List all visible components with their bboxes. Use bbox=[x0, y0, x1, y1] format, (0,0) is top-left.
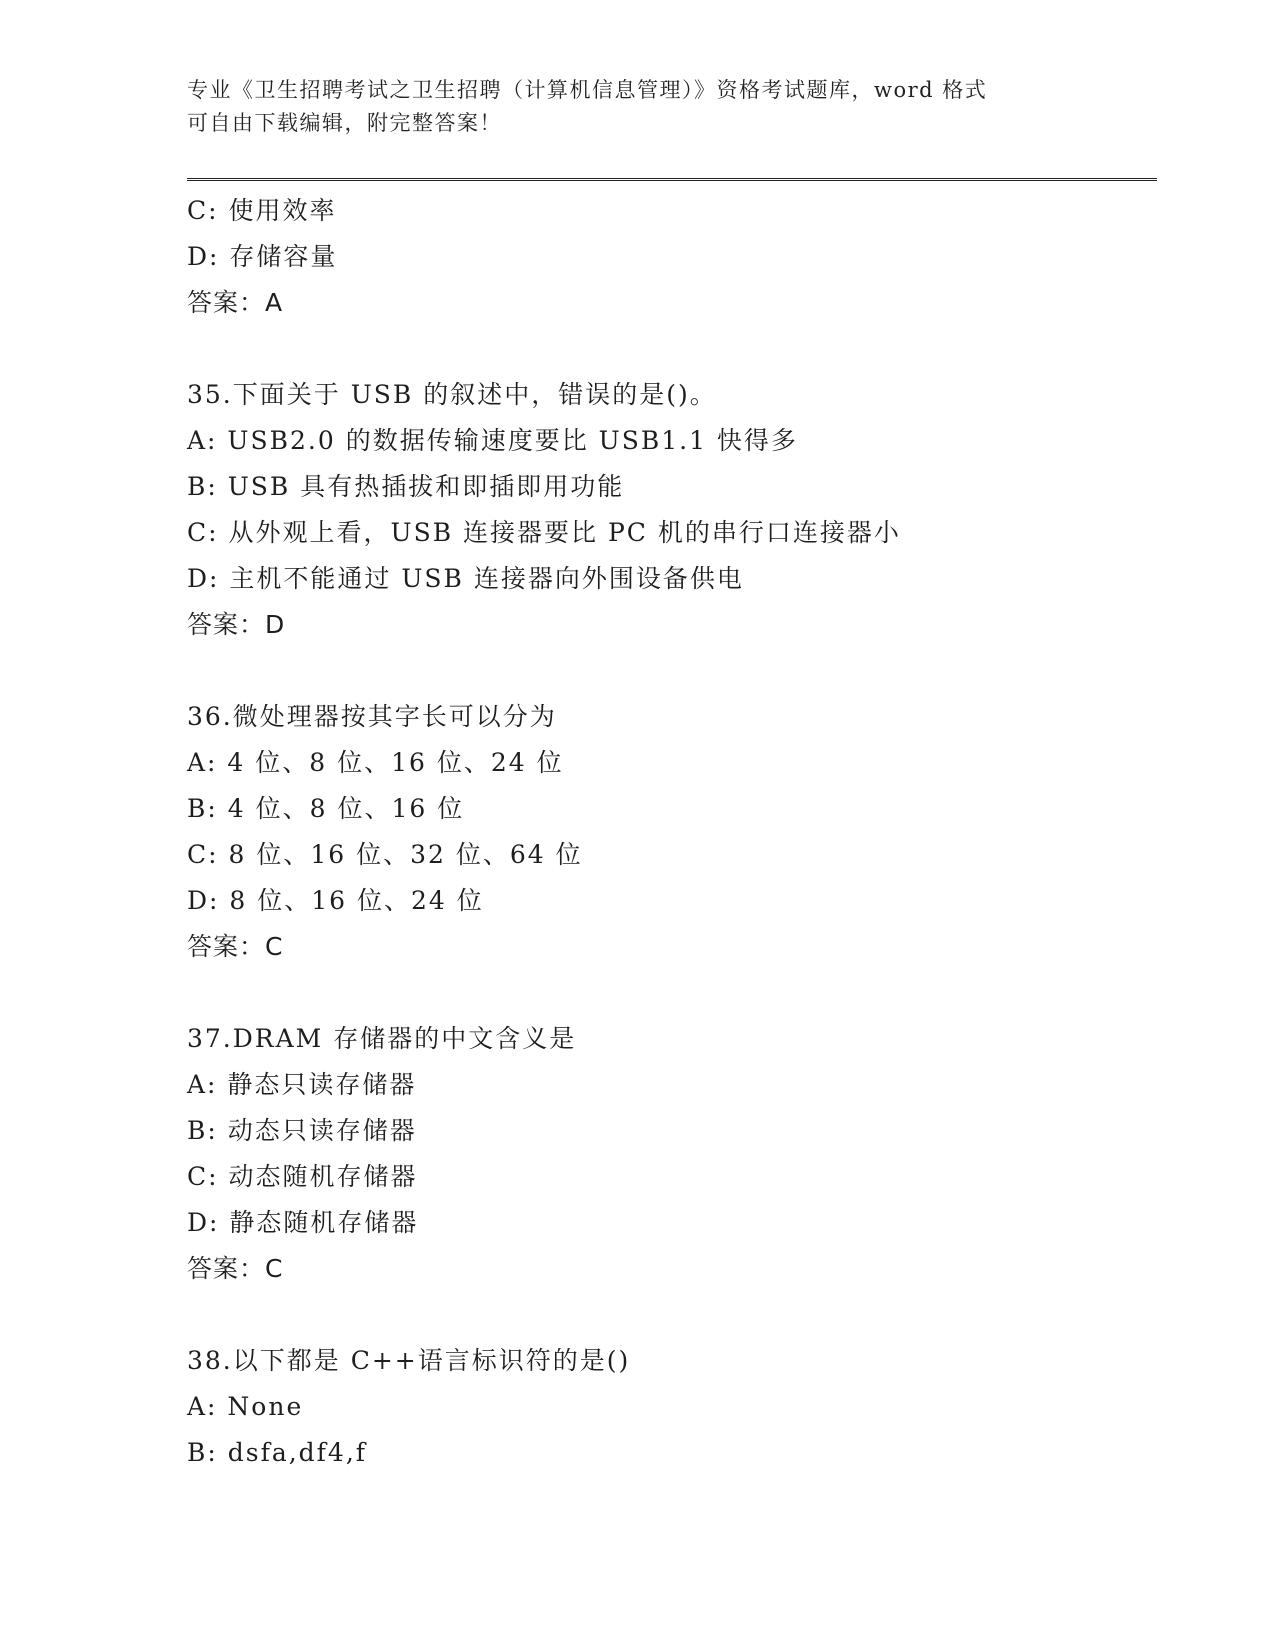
question-36: 36.微处理器按其字长可以分为 bbox=[187, 702, 557, 731]
option-c: C: 动态随机存储器 bbox=[187, 1162, 418, 1191]
header-divider bbox=[187, 178, 1157, 181]
option-b: B: 动态只读存储器 bbox=[187, 1116, 417, 1145]
header-line-1: 专业《卫生招聘考试之卫生招聘（计算机信息管理）》资格考试题库，word 格式 bbox=[187, 78, 988, 102]
answer-line: 答案：C bbox=[187, 932, 284, 961]
answer-line: 答案：D bbox=[187, 610, 286, 639]
question-35: 35.下面关于 USB 的叙述中，错误的是()。 bbox=[187, 380, 717, 409]
spacer bbox=[187, 648, 1147, 694]
option-b: B: USB 具有热插拔和即插即用功能 bbox=[187, 472, 625, 501]
option-a: A: 4 位、8 位、16 位、24 位 bbox=[187, 748, 564, 777]
spacer bbox=[187, 326, 1147, 372]
option-b: B: dsfa,df4,f bbox=[187, 1438, 368, 1467]
header-line-2: 可自由下载编辑，附完整答案！ bbox=[187, 111, 502, 135]
question-38: 38.以下都是 C++语言标识符的是() bbox=[187, 1346, 631, 1375]
option-d: D: 静态随机存储器 bbox=[187, 1208, 419, 1237]
spacer bbox=[187, 970, 1147, 1016]
option-c: C: 使用效率 bbox=[187, 196, 337, 225]
option-d: D: 8 位、16 位、24 位 bbox=[187, 886, 484, 915]
option-c: C: 从外观上看，USB 连接器要比 PC 机的串行口连接器小 bbox=[187, 518, 901, 547]
spacer bbox=[187, 1292, 1147, 1338]
question-list bbox=[187, 188, 1147, 1476]
option-a: A: None bbox=[187, 1392, 304, 1421]
answer-line: 答案：C bbox=[187, 1254, 284, 1283]
question-37: 37.DRAM 存储器的中文含义是 bbox=[187, 1024, 577, 1053]
document-header bbox=[187, 74, 1087, 140]
answer-line: 答案：A bbox=[187, 288, 284, 317]
option-a: A: 静态只读存储器 bbox=[187, 1070, 417, 1099]
option-d: D: 主机不能通过 USB 连接器向外围设备供电 bbox=[187, 564, 744, 593]
option-a: A: USB2.0 的数据传输速度要比 USB1.1 快得多 bbox=[187, 426, 798, 455]
option-b: B: 4 位、8 位、16 位 bbox=[187, 794, 465, 823]
option-c: C: 8 位、16 位、32 位、64 位 bbox=[187, 840, 583, 869]
option-d: D: 存储容量 bbox=[187, 242, 338, 271]
